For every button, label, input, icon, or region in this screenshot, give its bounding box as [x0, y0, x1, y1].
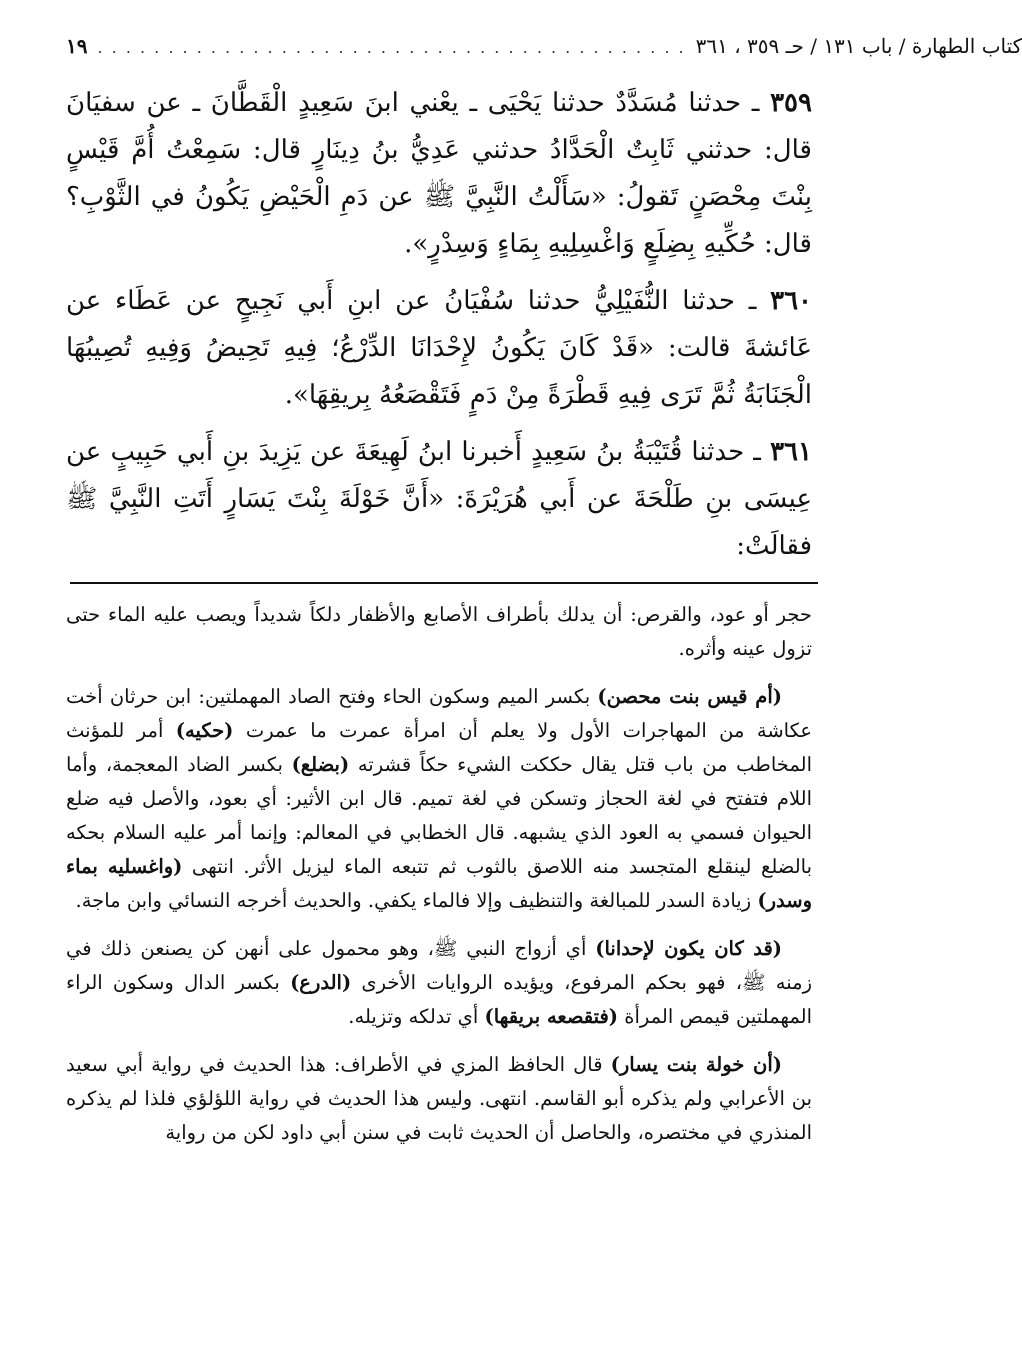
commentary-paragraph — [66, 680, 812, 918]
leader-dots: . . . . . . . . . . . . . . . . . . . . . . . . . . . . . . . . . . . . . . . . . . — [97, 38, 686, 57]
commentary-text: بكسر الضاد المعجمة، وأما اللام فتفتح في لغة الحجاز وتسكن في لغة تميم. قال ابن الأثير: أي بعود، والأصل فيه ضلع الحيوان فسمي به العود الذي يشبهه. قال الخطابي في المعالم: وإنما أمر عليه السلام بحكه بالضلع لينقلع المتجسد منه اللاصق بالثوب ثم تتبعه الماء ليزيل الأثر. انتهى — [66, 753, 812, 878]
page-number: ١٩ — [66, 34, 88, 58]
hadith-section — [66, 80, 812, 570]
commentary-term: (بضلع) — [291, 753, 350, 776]
commentary-term: (فتقصعه بريقها) — [484, 1005, 619, 1028]
hadith-360 — [66, 278, 812, 419]
commentary-text: قال الحافظ المزي في الأطراف: هذا الحديث في رواية أبي سعيد بن الأعرابي ولم يذكره أبو القاسم. انتهى. وليس هذا الحديث في رواية اللؤلؤي فلذا لم يذكره المنذري في مختصره، والحاصل أن الحديث ثابت في سنن أبي داود لكن من رواية — [66, 1053, 812, 1144]
hadith-361 — [66, 429, 812, 570]
commentary-term: (واغسليه بماء وسدر) — [66, 855, 812, 912]
footnote-divider — [70, 582, 818, 584]
commentary-text: أمر للمؤنث المخاطب من باب قتل يقال حككت الشيء حكاً قشرته — [66, 719, 812, 776]
hadith-number: ٣٦٠ — [770, 286, 813, 316]
commentary-term: (حكيه) — [175, 719, 234, 742]
commentary-term: (قد كان يكون لإحدانا) — [595, 937, 782, 960]
commentary-text: أي أزواج النبي ﷺ، وهو محمول على أنهن كن يصنعن ذلك في زمنه ﷺ، فهو بحكم المرفوع، ويؤيده الروايات الأخرى — [66, 937, 813, 994]
hadith-text: ـ حدثنا قُتَيْبَةُ بنُ سَعِيدٍ أَخبرنا ابنُ لَهِيعَةَ عن يَزِيدَ بنِ أَبي حَبِيبٍ عن عِيسَى بنِ طَلْحَةَ عن أَبي هُرَيْرَةَ: «أَنَّ خَوْلَةَ بِنْتَ يَسَارٍ أَتَتِ النَّبِيَّ ﷺ فقالَتْ: — [66, 437, 812, 561]
commentary-term: (أن خولة بنت يسار) — [610, 1053, 782, 1076]
commentary-paragraph — [66, 1048, 812, 1150]
hadith-359 — [66, 80, 812, 268]
hadith-number: ٣٦١ — [770, 437, 812, 467]
commentary-text: أي تدلكه وتزيله. — [348, 1005, 485, 1028]
commentary-term: (الدرع) — [290, 971, 352, 994]
commentary-text: حجر أو عود، والقرص: أن يدلك بأطراف الأصابع والأظفار دلكاً شديداً ويصب عليه الماء حتى تزول عينه وأثره. — [66, 603, 812, 660]
commentary-section — [66, 598, 812, 1150]
commentary-text: بكسر الدال وسكون الراء المهملتين قيمص المرأة — [66, 971, 812, 1028]
commentary-term: (أم قيس بنت محصن) — [597, 685, 782, 708]
running-title: كتاب الطهارة / باب ١٣١ / حـ ٣٥٩ ، ٣٦١ — [695, 34, 1022, 58]
hadith-text: ـ حدثنا النُّفَيْلِيُّ حدثنا سُفْيَانُ عن ابنِ أَبي نَجِيحٍ عن عَطَاء عن عَائشةَ قالت: «قَدْ كَانَ يَكُونُ لإِحْدَانَا الدِّرْعُ؛ فِيهِ تَحِيضُ وَفِيهِ تُصِيبُهَا الْجَنَابَةُ ثُمَّ تَرَى فِيهِ قَطْرَةً مِنْ دَمٍ فَتَقْصَعُهُ بِريقِهَا». — [66, 286, 812, 410]
page-header — [66, 34, 1022, 72]
commentary-text: بكسر الميم وسكون الحاء وفتح الصاد المهملتين: ابن حرثان أخت عكاشة من المهاجرات الأول ولا يعلم أن امرأة عمرت ما عمرت — [66, 685, 813, 742]
commentary-text: زيادة السدر للمبالغة والتنظيف وإلا فالماء يكفي. والحديث أخرجه النسائي وابن ماجة. — [75, 889, 758, 912]
hadith-text: ـ حدثنا مُسَدَّدٌ حدثنا يَحْيَى ـ يعْني ابنَ سَعِيدٍ الْقَطَّانَ ـ عن سفيَانَ قال: حدثني ثَابِتٌ الْحَدَّادُ حدثني عَدِيُّ بنُ دِينَارٍ قال: سَمِعْتُ أُمَّ قَيْسٍ بِنْتَ مِحْصَنٍ تَقولُ: «سَأَلْتُ النَّبِيَّ ﷺ عن دَمِ الْحَيْضِ يَكُونُ في الثَّوْبِ؟ قال: حُكِّيهِ بِضِلَعٍ وَاغْسِلِيهِ بِمَاءٍ وَسِدْرٍ». — [66, 88, 812, 259]
commentary-paragraph — [66, 598, 812, 666]
hadith-number: ٣٥٩ — [770, 88, 812, 118]
commentary-paragraph — [66, 932, 812, 1034]
